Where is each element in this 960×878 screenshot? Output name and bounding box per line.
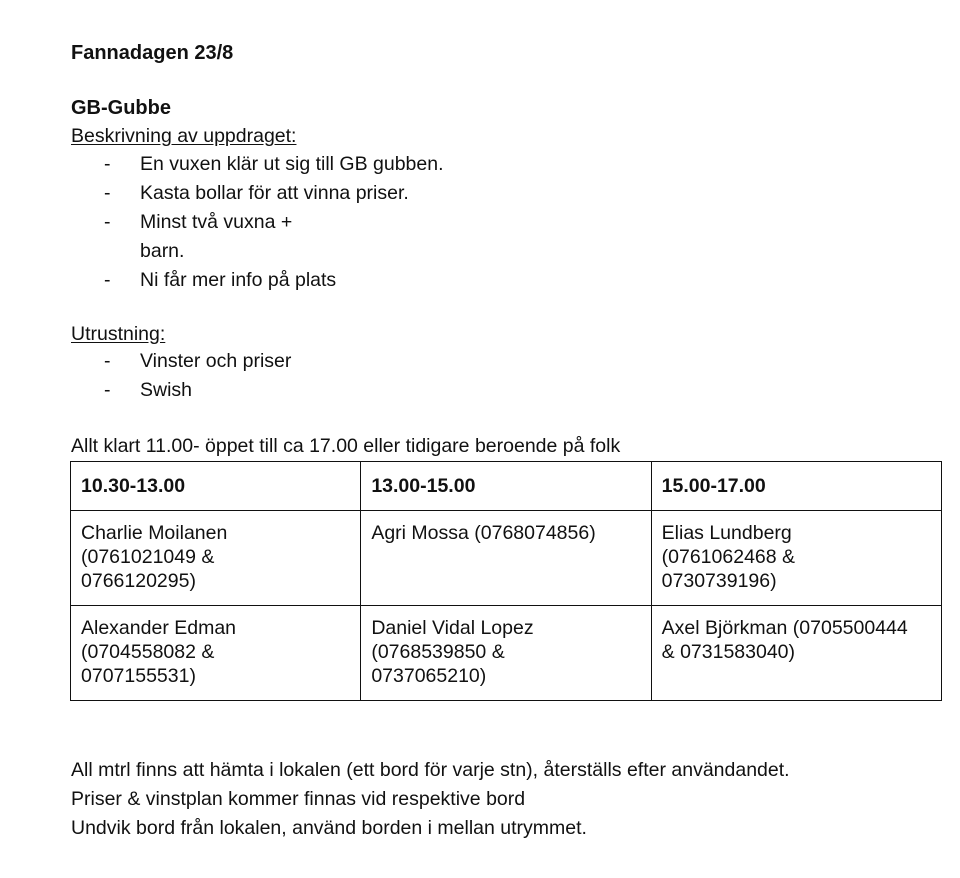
- footer-line: Priser & vinstplan kommer finnas vid respektive bord: [71, 788, 526, 810]
- column-header: 13.00-15.00: [361, 462, 651, 511]
- column-header: 10.30-13.00: [71, 462, 361, 511]
- table-row: [71, 511, 942, 606]
- equipment-list: [0, 347, 291, 405]
- table-cell: Alexander Edman (0704558082 & 0707155531): [71, 606, 361, 701]
- list-item: - Kasta bollar för att vinna priser.: [0, 179, 444, 208]
- table-header-row: [71, 462, 942, 511]
- table-cell: Elias Lundberg (0761062468 & 0730739196): [651, 511, 941, 606]
- table-row: [71, 606, 942, 701]
- list-item: - En vuxen klär ut sig till GB gubben.: [0, 150, 444, 179]
- list-item: - Minst två vuxna + barn.: [0, 208, 444, 266]
- schedule-intro: Allt klart 11.00- öppet till ca 17.00 eller tidigare beroende på folk: [71, 435, 621, 457]
- section-title: GB-Gubbe: [71, 97, 171, 119]
- list-item: - Vinster och priser: [0, 347, 291, 376]
- description-list: [0, 150, 444, 295]
- equipment-heading: Utrustning:: [71, 323, 166, 345]
- description-heading: Beskrivning av uppdraget:: [71, 125, 297, 147]
- table-cell: Agri Mossa (0768074856): [361, 511, 651, 606]
- list-item: - Ni får mer info på plats: [0, 266, 444, 295]
- table-cell: Charlie Moilanen (0761021049 & 0766120295): [71, 511, 361, 606]
- footer-notes: [71, 756, 790, 843]
- footer-line: All mtrl finns att hämta i lokalen (ett bord för varje stn), återställs efter användandet.: [71, 759, 790, 781]
- footer-line: Undvik bord från lokalen, använd borden i mellan utrymmet.: [71, 817, 587, 839]
- schedule-table: [70, 461, 942, 701]
- table-cell: Daniel Vidal Lopez (0768539850 & 0737065210): [361, 606, 651, 701]
- document-title: Fannadagen 23/8: [71, 42, 234, 64]
- list-item: - Swish: [0, 376, 291, 405]
- table-cell: Axel Björkman (0705500444 & 0731583040): [651, 606, 941, 701]
- column-header: 15.00-17.00: [651, 462, 941, 511]
